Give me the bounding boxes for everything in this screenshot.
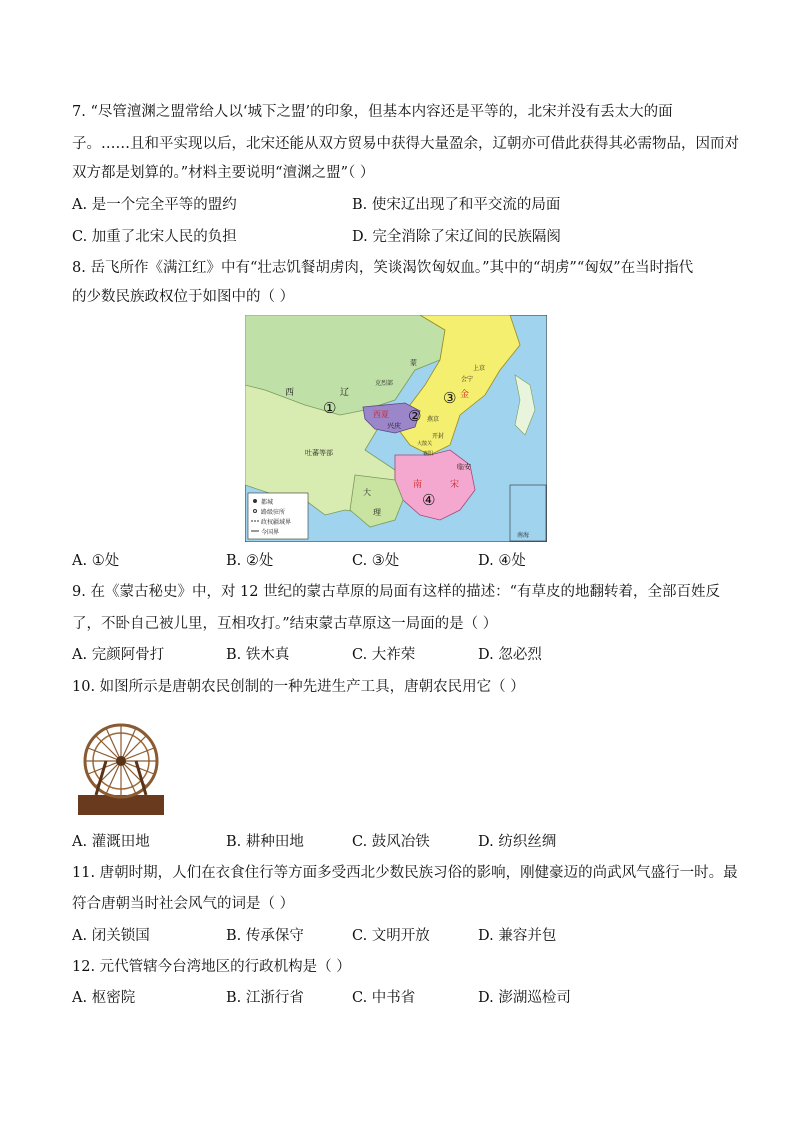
legend-capital-symbol: [253, 499, 257, 503]
legend-capital: 都城: [261, 499, 274, 506]
label-linan: 临安: [457, 463, 471, 471]
q9-option-c: C. 大祚荣: [352, 647, 416, 663]
q11-stem-line2: 符合唐朝当时社会风气的词是（ ）: [72, 896, 295, 912]
q12-option-d: D. 澎湖巡检司: [478, 990, 571, 1006]
q11-option-c: C. 文明开放: [352, 928, 430, 944]
q12-option-b: B. 江浙行省: [226, 990, 304, 1006]
song-liao-jin-map: [245, 315, 547, 542]
marker-3: ③: [443, 389, 457, 407]
label-dali-1: 大: [363, 488, 371, 497]
q7-option-a: A. 是一个完全平等的盟约: [72, 197, 237, 213]
q10-option-c: C. 鼓风冶铁: [352, 834, 430, 850]
q7-option-d: D. 完全消除了宋辽间的民族隔阂: [352, 229, 561, 245]
label-meng: 蒙: [410, 359, 417, 367]
q9-stem-line1: 9. 在《蒙古秘史》中，对 12 世纪的蒙古草原的局面有这样的描述：“有草皮的地翻转着，全部百姓反: [72, 584, 721, 600]
q8-option-d: D. ④处: [478, 553, 526, 569]
label-xixia: 西夏: [373, 410, 389, 419]
q10-option-d: D. 纺织丝绸: [478, 834, 557, 850]
q11-option-d: D. 兼容并包: [478, 928, 557, 944]
q7-stem-line3: 双方都是划算的。”材料主要说明“澶渊之盟”（ ）: [72, 165, 375, 181]
label-jin: 金: [460, 390, 470, 400]
label-nanhai: 南海: [517, 532, 530, 539]
label-kelie: 克烈部: [375, 380, 394, 387]
q9-option-a: A. 完颜阿骨打: [72, 647, 165, 663]
label-kaifeng: 开封: [432, 433, 445, 440]
q8-option-c: C. ③处: [352, 553, 400, 569]
label-dali-2: 理: [373, 508, 381, 517]
label-xi: 西: [285, 388, 295, 398]
q12-option-c: C. 中书省: [352, 990, 416, 1006]
q10-option-b: B. 耕种田地: [226, 834, 304, 850]
marker-4: ④: [422, 491, 436, 509]
label-xiangyang: 襄阳: [423, 451, 434, 457]
q12-option-a: A. 枢密院: [72, 990, 136, 1006]
label-yanjing: 燕京: [427, 416, 440, 423]
q11-option-b: B. 传承保守: [226, 928, 304, 944]
q8-option-b: B. ②处: [226, 553, 274, 569]
waterwheel-hub: [116, 756, 126, 766]
label-xingqing: 兴庆: [387, 422, 401, 430]
label-dasan: 大散关: [417, 441, 433, 447]
q11-stem-line1: 11. 唐朝时期，人们在衣食住行等方面多受西北少数民族习俗的影响，刚健豪迈的尚武风气盛行一时。最: [72, 865, 738, 881]
q7-option-c: C. 加重了北宋人民的负担: [72, 229, 237, 245]
q7-stem-line2: 子。……且和平实现以后，北宋还能从双方贸易中获得大量盈余，辽朝亦可借此获得其必需物品，因而对: [72, 136, 739, 152]
q10-option-a: A. 灌溉田地: [72, 834, 150, 850]
q8-stem-line2: 的少数民族政权位于如图中的（ ）: [72, 289, 295, 305]
marker-1: ①: [323, 399, 337, 417]
legend-modern: 今国界: [261, 529, 280, 536]
q7-option-b: B. 使宋辽出现了和平交流的局面: [352, 197, 561, 213]
label-shangjing: 上京: [473, 365, 486, 372]
label-huining: 会宁: [461, 376, 474, 383]
waterwheel-image: [76, 713, 166, 817]
q9-option-d: D. 忽必烈: [478, 647, 542, 663]
q12-stem-line1: 12. 元代管辖今台湾地区的行政机构是（ ）: [72, 959, 351, 975]
q10-stem-line1: 10. 如图所示是唐朝农民创制的一种先进生产工具，唐朝农民用它（ ）: [72, 679, 525, 695]
label-liao: 辽: [340, 388, 350, 398]
label-song: 宋: [450, 480, 460, 490]
label-tubo: 吐蕃等部: [305, 449, 333, 457]
marker-2: ②: [408, 407, 422, 425]
legend-border: 政权疆域界: [261, 519, 292, 526]
q7-stem-line1: 7. “尽管澶渊之盟常给人以‘城下之盟’的印象，但基本内容还是平等的，北宋并没有丢太大的面: [72, 104, 673, 120]
legend-seat: 路级驻所: [261, 509, 286, 516]
q11-option-a: A. 闭关锁国: [72, 928, 150, 944]
q8-stem-line1: 8. 岳飞所作《满江红》中有“壮志饥餐胡虏肉，笑谈渴饮匈奴血。”其中的“胡虏”“匈奴”在当时指代: [72, 260, 694, 276]
q9-stem-line2: 了，不卧自己被儿里，互相攻打。”结束蒙古草原这一局面的是（ ）: [72, 616, 498, 632]
q9-option-b: B. 铁木真: [226, 647, 290, 663]
q8-option-a: A. ①处: [72, 553, 120, 569]
label-nan: 南: [413, 480, 423, 490]
